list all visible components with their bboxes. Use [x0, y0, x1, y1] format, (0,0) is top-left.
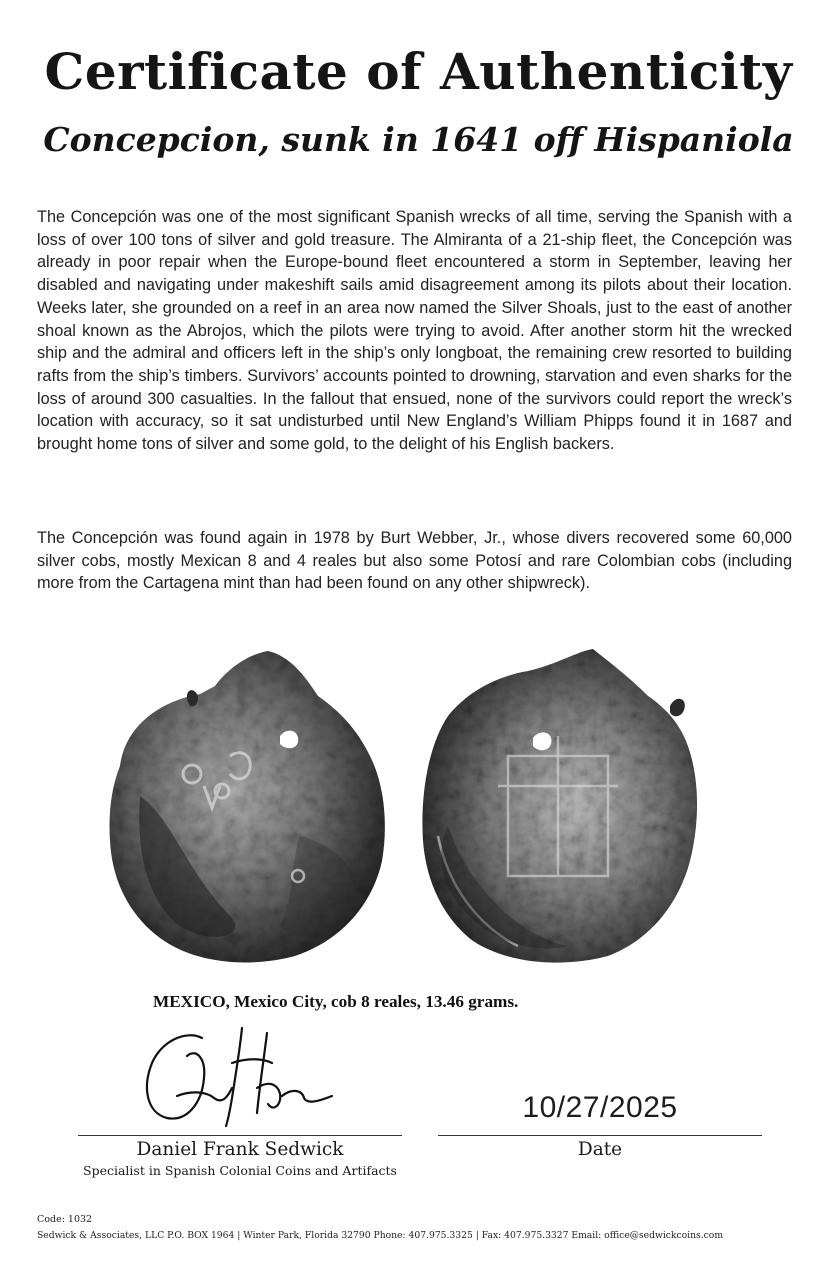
- signer-title: Specialist in Spanish Colonial Coins and Artifacts: [83, 1163, 397, 1178]
- footer-code: Code: 1032: [37, 1214, 93, 1225]
- date-line: [438, 1135, 762, 1136]
- history-paragraph-1: The Concepción was one of the most significant Spanish wrecks of all time, serving the Spanish with a loss of over 100 tons of silver and gold treasure. The Almiranta of a 21-ship fleet, the Concepción was already in poor repair when the Europe-bound fleet encountered a storm in September, leaving her disabled and navigating under makeshift sails amid disagreement among its pilots about their location. Weeks later, she grounded on a reef in an area now named the Silver Shoals, just to the east of another shoal known as the Abrojos, which the pilots were trying to avoid. After another storm hit the wrecked ship and the admiral and officers left in the ship’s only longboat, the remaining crew resorted to building rafts from the ship’s timbers. Survivors’ accounts pointed to drowning, starvation and even sharks for the loss of around 300 casualties. In the fallout that ensued, none of the survivors could report the wreck’s location with accuracy, so it sat undisturbed until New England’s William Phipps found it in 1687 and brought home tons of silver and some gold, to the delight of his English backers.: [37, 208, 792, 454]
- signer-name: Daniel Frank Sedwick: [136, 1139, 344, 1160]
- coin-reverse-image: [408, 646, 708, 966]
- certificate-date: 10/27/2025: [522, 1091, 678, 1124]
- certificate-subtitle: Concepcion, sunk in 1641 off Hispaniola: [43, 120, 794, 159]
- signature-image: [132, 1018, 342, 1130]
- coin-caption: MEXICO, Mexico City, cob 8 reales, 13.46 grams.: [153, 992, 519, 1011]
- coin-images: [100, 646, 720, 976]
- footer-contact: Sedwick & Associates, LLC P.O. BOX 1964 | Winter Park, Florida 32790 Phone: 407.975.3325 | Fax: 407.975.3327 Email: office@sedwickcoins.com: [37, 1230, 724, 1241]
- coin-obverse-image: [100, 646, 400, 966]
- history-paragraph-2: The Concepción was found again in 1978 by Burt Webber, Jr., whose divers recovered some 60,000 silver cobs, mostly Mexican 8 and 4 reales but also some Potosí and rare Colombian cobs (including more from the Cartagena mint than had been found on any other shipwreck).: [37, 529, 792, 593]
- signature-line: [78, 1135, 402, 1136]
- certificate-title: Certificate of Authenticity: [44, 42, 793, 101]
- date-label: Date: [577, 1139, 623, 1160]
